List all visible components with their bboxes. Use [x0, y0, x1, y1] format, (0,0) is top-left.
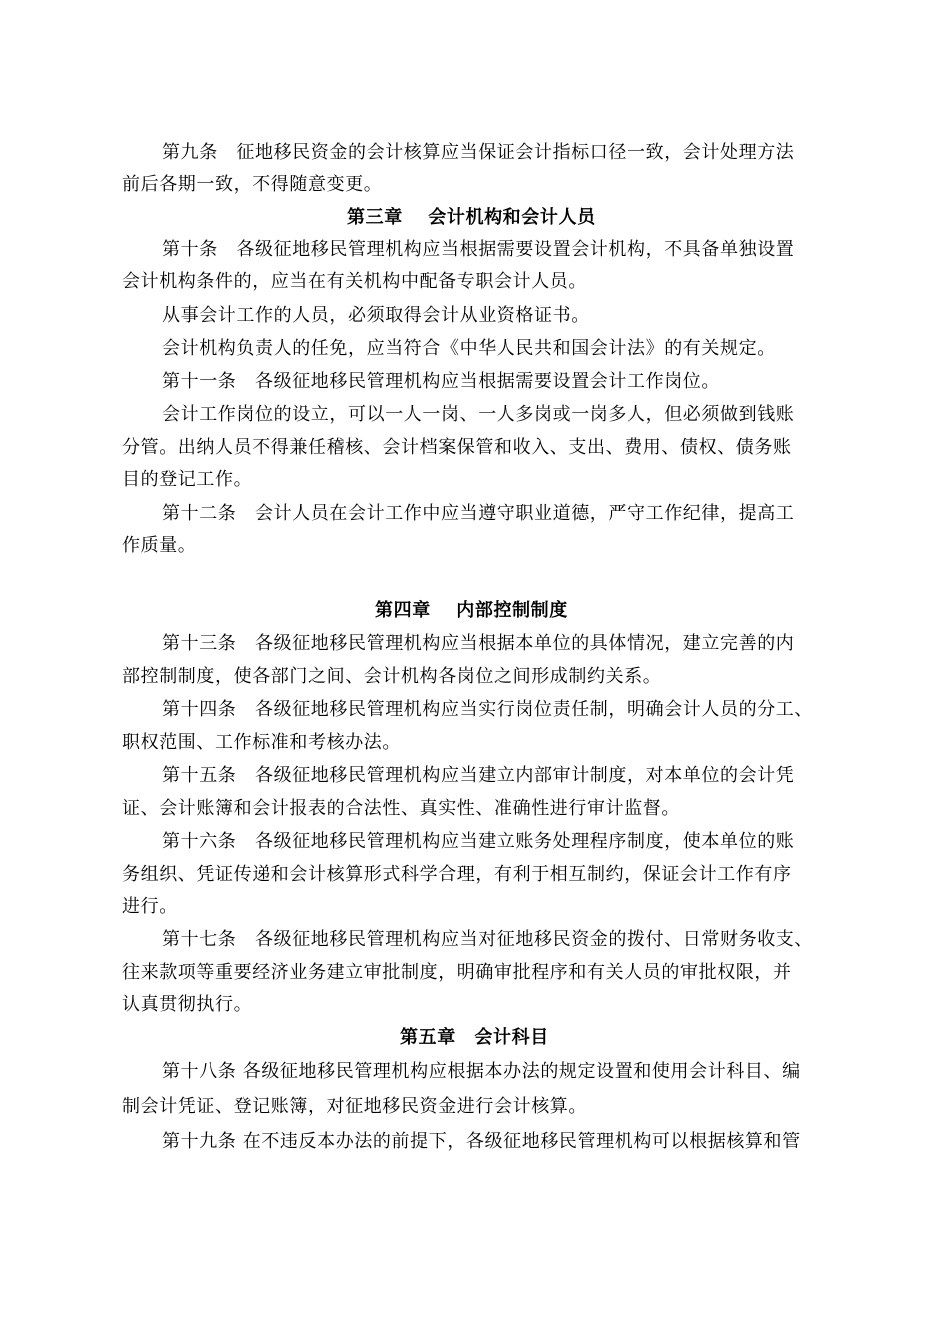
article-14-line-2: 职权范围、工作标准和考核办法。 [122, 732, 401, 753]
chapter-4-heading: 第四章 内部控制制度 [375, 600, 568, 621]
article-11-line-1: 第十一条 各级征地移民管理机构应当根据需要设置会计工作岗位。 [162, 371, 720, 392]
article-18-line-2: 制会计凭证、登记账簿，对征地移民资金进行会计核算。 [122, 1096, 587, 1117]
article-10-para-3: 会计机构负责人的任免，应当符合《中华人民共和国会计法》的有关规定。 [162, 338, 776, 359]
article-13-line-2: 部控制制度，使各部门之间、会计机构各岗位之间形成制约关系。 [122, 666, 662, 687]
article-12-line-1: 第十二条 会计人员在会计工作中应当遵守职业道德，严守工作纪律，提高工 [162, 503, 795, 524]
article-16-line-3: 进行。 [122, 896, 178, 917]
article-14-line-1: 第十四条 各级征地移民管理机构应当实行岗位责任制，明确会计人员的分工、 [162, 699, 813, 720]
article-11-para-2-line-1: 会计工作岗位的设立，可以一人一岗、一人多岗或一岗多人，但必须做到钱账 [162, 404, 795, 425]
article-12-line-2: 作质量。 [122, 535, 197, 556]
article-15-line-2: 证、会计账簿和会计报表的合法性、真实性、准确性进行审计监督。 [122, 798, 680, 819]
article-9-line-1: 第九条 征地移民资金的会计核算应当保证会计指标口径一致，会计处理方法 [162, 142, 795, 163]
article-19-line-1: 第十九条 在不违反本办法的前提下，各级征地移民管理机构可以根据核算和管 [162, 1131, 801, 1152]
chapter-5-heading: 第五章 会计科目 [400, 1027, 549, 1048]
article-10-para-2: 从事会计工作的人员，必须取得会计从业资格证书。 [162, 305, 590, 326]
article-13-line-1: 第十三条 各级征地移民管理机构应当根据本单位的具体情况，建立完善的内 [162, 633, 795, 654]
article-9-line-2: 前后各期一致，不得随意变更。 [122, 174, 383, 195]
article-15-line-1: 第十五条 各级征地移民管理机构应当建立内部审计制度，对本单位的会计凭 [162, 765, 795, 786]
article-18-line-1: 第十八条 各级征地移民管理机构应根据本办法的规定设置和使用会计科目、编 [162, 1061, 801, 1082]
article-17-line-2: 往来款项等重要经济业务建立审批制度，明确审批程序和有关人员的审批权限，并 [122, 962, 792, 983]
article-10-line-1: 第十条 各级征地移民管理机构应当根据需要设置会计机构，不具备单独设置 [162, 239, 795, 260]
article-11-para-2-line-2: 分管。出纳人员不得兼任稽核、会计档案保管和收入、支出、费用、债权、债务账 [122, 437, 792, 458]
chapter-3-heading: 第三章 会计机构和会计人员 [347, 207, 596, 228]
article-17-line-1: 第十七条 各级征地移民管理机构应当对征地移民资金的拨付、日常财务收支、 [162, 929, 813, 950]
article-10-line-2: 会计机构条件的，应当在有关机构中配备专职会计人员。 [122, 271, 587, 292]
article-16-line-1: 第十六条 各级征地移民管理机构应当建立账务处理程序制度，使本单位的账 [162, 831, 795, 852]
article-17-line-3: 认真贯彻执行。 [122, 994, 253, 1015]
article-11-para-2-line-3: 目的登记工作。 [122, 469, 253, 490]
article-16-line-2: 务组织、凭证传递和会计核算形式科学合理，有利于相互制约，保证会计工作有序 [122, 864, 792, 885]
